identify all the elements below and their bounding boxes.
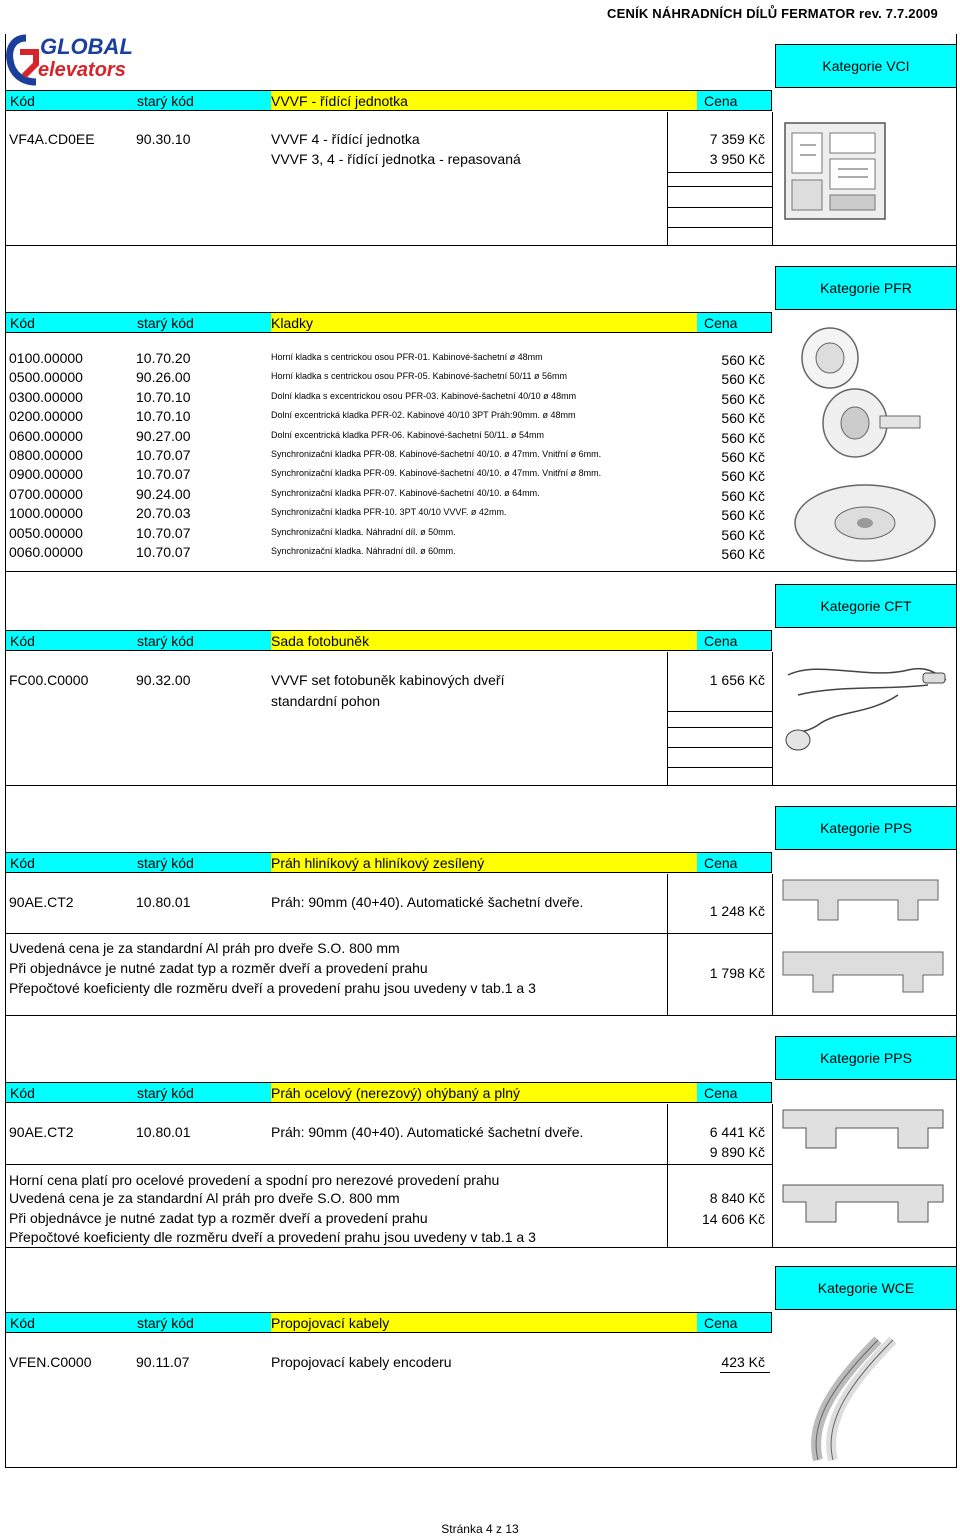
logo-text-elevators: elevators — [38, 59, 126, 81]
encoder-cable-image — [778, 1320, 953, 1470]
pfr-item-price: 560 Kč — [721, 429, 765, 446]
pfr-header: Kód starý kód Kladky Cena — [5, 312, 772, 333]
pps2-header: Kód starý kód Práh ocelový (nerezový) ohýbaný a plný Cena — [5, 1082, 772, 1103]
category-pfr: Kategorie PFR — [775, 266, 957, 310]
pps1-old-code: 10.80.01 — [136, 894, 191, 910]
pfr-item-price: 560 Kč — [721, 449, 765, 465]
cft-price: 1 656 Kč — [709, 672, 765, 688]
wce-header: Kód starý kód Propojovací kabely Cena — [5, 1312, 772, 1333]
pps2-note-3: Přepočtové koeficienty dle rozměru dveří a provedení prahu jsou uvedeny v tab.1 a 3 — [9, 1229, 536, 1245]
pfr-item-price: 560 Kč — [721, 468, 765, 485]
pfr-item-code: 0050.00000 — [9, 524, 83, 541]
pps1-code: 90AE.CT2 — [9, 894, 74, 910]
wce-code: VFEN.C0000 — [9, 1354, 92, 1370]
pfr-item-old-code: 10.70.07 — [136, 447, 191, 463]
cft-code: FC00.C0000 — [9, 672, 89, 688]
category-pps-2: Kategorie PPS — [775, 1036, 957, 1080]
pfr-item-old-code: 10.70.07 — [136, 524, 191, 541]
pps2-note-1: Uvedená cena je za standardní Al práh pro dveře S.O. 800 mm — [9, 1190, 400, 1206]
pps2-price-4: 14 606 Kč — [701, 1211, 765, 1227]
pfr-item-old-code: 10.70.10 — [136, 408, 191, 425]
vci-price-1: 7 359 Kč — [709, 131, 765, 147]
wce-old-code: 90.11.07 — [136, 1354, 190, 1370]
pfr-item-old-code: 90.26.00 — [136, 369, 191, 386]
pps1-price-1: 1 248 Kč — [709, 903, 765, 919]
pfr-item-desc: Synchronizační kladka PFR-10. 3PT 40/10 VVVF. ø 42mm. — [271, 507, 507, 518]
cft-old-code: 90.32.00 — [136, 672, 191, 688]
pps1-desc: Práh: 90mm (40+40). Automatické šachetní dveře. — [271, 894, 584, 910]
category-wce: Kategorie WCE — [775, 1266, 957, 1310]
pfr-item-code: 1000.00000 — [9, 505, 83, 522]
pfr-item-code: 0600.00000 — [9, 427, 83, 444]
control-unit-image — [780, 115, 890, 230]
pps1-note-1: Uvedená cena je za standardní Al práh pro dveře S.O. 800 mm — [9, 940, 400, 956]
pps2-code: 90AE.CT2 — [9, 1124, 74, 1140]
steel-threshold-image — [778, 1100, 953, 1245]
pfr-item-desc: Horní kladka s centrickou osou PFR-01. Kabinové-šachetní ø 48mm — [271, 352, 543, 362]
vci-header: Kód starý kód VVVF - řídící jednotka Cena — [5, 90, 772, 111]
pfr-item-old-code: 90.24.00 — [136, 485, 191, 502]
pfr-item-price: 560 Kč — [721, 352, 765, 368]
cft-header: Kód starý kód Sada fotobuněk Cena — [5, 630, 772, 651]
pps2-desc: Práh: 90mm (40+40). Automatické šachetní dveře. — [271, 1124, 584, 1140]
pps1-header: Kód starý kód Práh hliníkový a hliníkový zesílený Cena — [5, 852, 772, 873]
pfr-item-old-code: 10.70.10 — [136, 388, 191, 405]
aluminium-threshold-image — [778, 870, 953, 1015]
wce-price: 423 Kč — [721, 1354, 765, 1370]
pfr-item-old-code: 20.70.03 — [136, 505, 191, 522]
pfr-item-old-code: 10.70.07 — [136, 466, 191, 483]
pfr-item-code: 0500.00000 — [9, 369, 83, 386]
pfr-item-old-code: 10.70.20 — [136, 350, 191, 366]
pps1-note-3: Přepočtové koeficienty dle rozměru dveří a provedení prahu jsou uvedeny v tab.1 a 3 — [9, 980, 536, 996]
pfr-item-price: 560 Kč — [721, 390, 765, 407]
pfr-item-old-code: 90.27.00 — [136, 427, 191, 444]
pfr-item-code: 0700.00000 — [9, 485, 83, 502]
pfr-item-price: 560 Kč — [721, 410, 765, 427]
pfr-item-desc: Synchronizační kladka PFR-07. Kabinové-šachetní 40/10. ø 64mm. — [271, 487, 540, 498]
pulley-image — [775, 318, 955, 573]
pfr-item-desc: Dolní excentrická kladka PFR-06. Kabinové-šachetní 50/11. ø 54mm — [271, 429, 544, 440]
pfr-item-code: 0100.00000 — [9, 350, 83, 366]
category-vci: Kategorie VCI — [775, 44, 957, 88]
pfr-item-old-code: 10.70.07 — [136, 544, 191, 560]
pps2-price-3: 8 840 Kč — [709, 1190, 765, 1206]
photocell-image — [778, 655, 953, 770]
pfr-item-price: 560 Kč — [721, 526, 765, 543]
cft-desc-1: VVVF set fotobuněk kabinových dveří — [271, 672, 505, 688]
page-header: CENÍK NÁHRADNÍCH DÍLŮ FERMATOR rev. 7.7.2009 — [607, 6, 938, 21]
cft-desc-2: standardní pohon — [271, 693, 380, 709]
pfr-item-price: 560 Kč — [721, 507, 765, 524]
pps1-price-2: 1 798 Kč — [709, 965, 765, 981]
logo-text-global: GLOBAL — [40, 34, 133, 59]
pfr-item-desc: Synchronizační kladka. Náhradní díl. ø 50mm. — [271, 526, 456, 537]
pfr-item-code: 0200.00000 — [9, 408, 83, 425]
pfr-item-price: 560 Kč — [721, 487, 765, 504]
pfr-item-code: 0900.00000 — [9, 466, 83, 483]
pfr-item-desc: Dolní kladka s excentrickou osou PFR-03. Kabinové-šachetní 40/10 ø 48mm — [271, 390, 577, 401]
category-cft: Kategorie CFT — [775, 584, 957, 628]
pfr-item-code: 0060.00000 — [9, 544, 83, 560]
page-footer: Stránka 4 z 13 — [441, 1522, 519, 1536]
pfr-item-price: 560 Kč — [721, 546, 765, 562]
pfr-item-desc: Horní kladka s centrickou osou PFR-05. Kabinové-šachetní 50/11 ø 56mm — [271, 371, 567, 382]
vci-old-code: 90.30.10 — [136, 131, 191, 147]
vci-desc-2: VVVF 3, 4 - řídící jednotka - repasovaná — [271, 151, 521, 167]
pps2-old-code: 10.80.01 — [136, 1124, 191, 1140]
pfr-item-desc: Synchronizační kladka PFR-09. Kabinové-šachetní 40/10. ø 47mm. Vnitřní ø 8mm. — [271, 468, 602, 479]
pfr-item-desc: Synchronizační kladka PFR-08. Kabinové-šachetní 40/10. ø 47mm. Vnitřní ø 6mm. — [271, 449, 602, 459]
pps2-note-0: Horní cena platí pro ocelové provedení a spodní pro nerezové provedení prahu — [9, 1172, 500, 1188]
vci-desc-1: VVVF 4 - řídící jednotka — [271, 131, 420, 147]
wce-desc: Propojovací kabely encoderu — [271, 1354, 452, 1370]
pfr-item-code: 0300.00000 — [9, 388, 83, 405]
pps2-price-2: 9 890 Kč — [709, 1144, 765, 1160]
vci-price-2: 3 950 Kč — [709, 151, 765, 167]
pfr-item-price: 560 Kč — [721, 371, 765, 388]
pfr-item-desc: Synchronizační kladka. Náhradní díl. ø 60mm. — [271, 546, 456, 556]
pps2-note-2: Při objednávce je nutné zadat typ a rozměr dveří a provedení prahu — [9, 1210, 428, 1226]
pps1-note-2: Při objednávce je nutné zadat typ a rozměr dveří a provedení prahu — [9, 960, 428, 976]
pfr-item-code: 0800.00000 — [9, 447, 83, 463]
pfr-item-desc: Dolní excentrická kladka PFR-02. Kabinové 40/10 3PT Práh:90mm. ø 48mm — [271, 410, 576, 421]
vci-code: VF4A.CD0EE — [9, 131, 95, 147]
category-pps-1: Kategorie PPS — [775, 806, 957, 850]
pps2-price-1: 6 441 Kč — [709, 1124, 765, 1140]
